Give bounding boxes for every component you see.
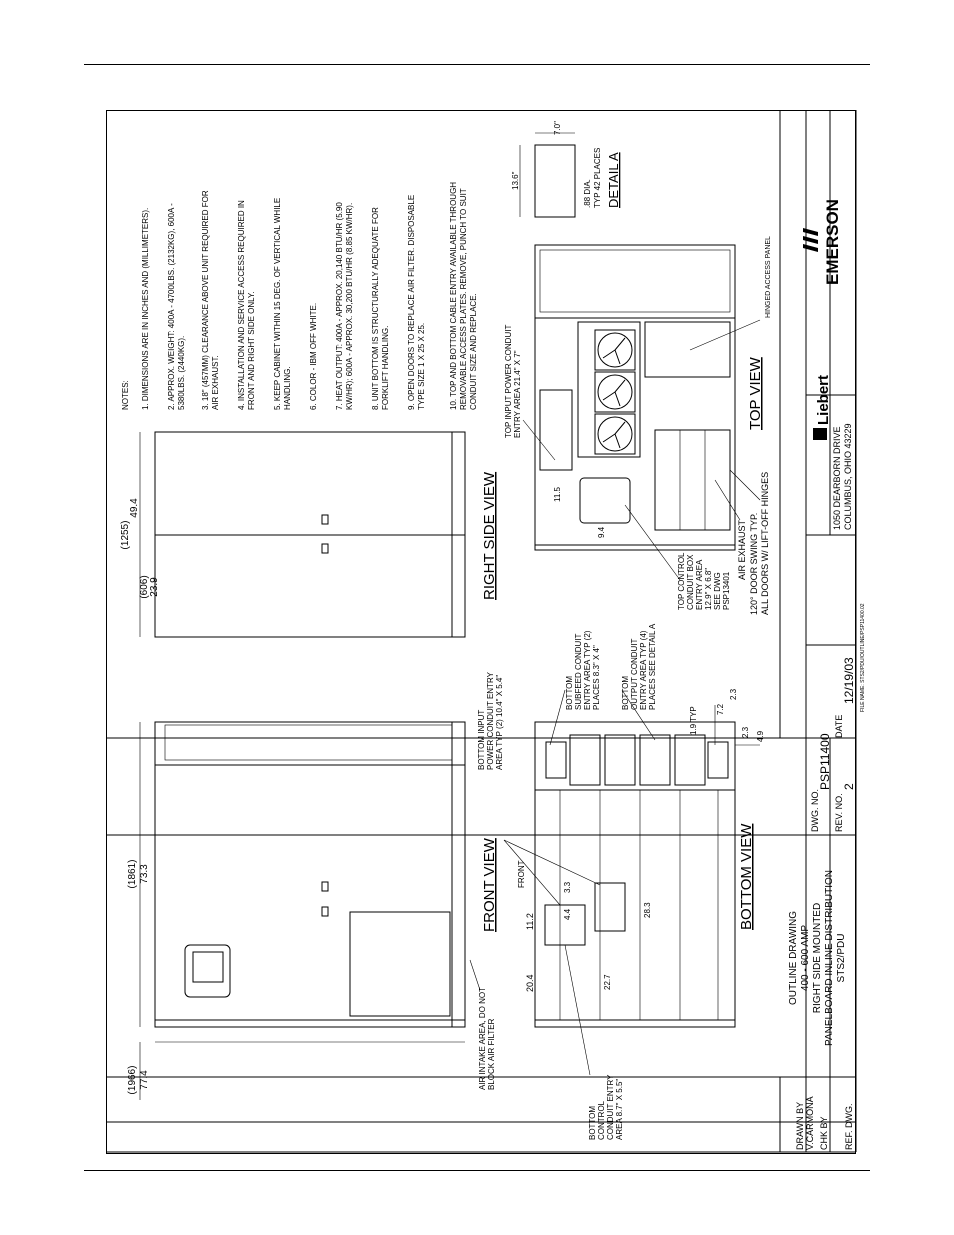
dim-112: 11.2	[525, 913, 535, 930]
hinged-panel-label: HINGED ACCESS PANEL	[765, 236, 772, 318]
bottom-ctrl-label-1: BOTTOM	[588, 1105, 597, 1140]
top-input-entry	[540, 390, 572, 470]
note-9: 9. OPEN DOORS TO REPLACE AIR FILTER. DISPOSABLE	[407, 194, 416, 410]
rev-no-label: REV. NO.	[834, 793, 844, 832]
door-latch-icon	[322, 515, 328, 524]
dim-door-mm: (606)	[139, 575, 150, 599]
air-exhaust-vent	[655, 430, 730, 530]
note-1: 1. DIMENSIONS ARE IN INCHES AND (MILLIMETERS).	[141, 207, 150, 410]
subfeed-label-3: ENTRY AREA TYP (2)	[583, 630, 592, 710]
top-view	[504, 236, 772, 615]
dim-33: 3.3	[563, 881, 572, 893]
note-10c: CONDUIT SIZE AND REPLACE.	[469, 293, 478, 410]
conduit-plate-holes	[535, 145, 575, 217]
output-label-4: PLACES SEE DETAIL A	[648, 623, 657, 710]
air-intake-label-2: BLOCK AIR FILTER	[487, 1018, 496, 1090]
note-7b: KW/HR); 600A - APPROX. 30,200 BTU/HR (8.85 KW/HR).	[345, 202, 354, 410]
bottom-ctrl-label-3: CONDUIT ENTRY	[606, 1074, 615, 1140]
drawn-by-value: V.CARMONA	[805, 1096, 815, 1150]
note-5b: HANDLING.	[283, 366, 292, 410]
door-swing-label-2: ALL DOORS W/ LIFT-OFF HINGES	[760, 471, 770, 615]
note-6: 6. COLOR - IBM OFF WHITE.	[309, 302, 318, 410]
output-label-1: BOTTOM	[621, 675, 630, 710]
bottom-ctrl-label-2: CONTROL	[597, 1100, 606, 1140]
note-8: 8. UNIT BOTTOM IS STRUCTURALLY ADEQUATE FOR	[371, 207, 380, 410]
door-latch-icon	[322, 544, 328, 553]
fan-icon	[595, 330, 635, 454]
front-view	[127, 722, 498, 1100]
dim-width-in: 73.3	[139, 864, 150, 884]
output-label-3: ENTRY AREA TYP (4)	[639, 630, 648, 710]
date-value: 12/19/03	[842, 657, 856, 704]
top-ctrl-label-6: PSP13401	[722, 571, 731, 610]
subfeed-label-4: PLACES 8.3" X 4"	[592, 645, 601, 710]
dim-19typ: 1.9 TYP	[689, 706, 698, 735]
ref-dwg-label: REF. DWG.	[844, 1103, 854, 1150]
subfeed-label-1: BOTTOM	[565, 675, 574, 710]
top-ctrl-label-4: 12.9" X 6.8"	[704, 567, 713, 610]
note-10b: REMOVABLE ACCESS PLATES. REMOVE, PUNCH TO SUIT	[459, 188, 468, 410]
title-line-2: 400 - 600 AMP	[800, 924, 811, 992]
top-ctrl-label-3: ENTRY AREA	[695, 559, 704, 610]
bottom-input-entry	[595, 883, 625, 931]
dim-204: 20.4	[525, 974, 535, 992]
title-line-3: RIGHT SIDE MOUNTED	[812, 902, 823, 1014]
chk-by-label: CHK BY	[819, 1116, 829, 1150]
top-input-label-2: ENTRY AREA 21.4" X 7"	[513, 350, 522, 438]
dim-width-mm: (1861)	[127, 859, 138, 889]
dim-72: 7.2	[716, 703, 725, 715]
bottom-view-title: BOTTOM VIEW	[738, 823, 755, 930]
detail-a	[511, 121, 621, 217]
top-ctrl-label-2: CONDUIT BOX	[686, 554, 695, 610]
dim-23a: 2.3	[729, 688, 738, 700]
bottom-view	[477, 623, 765, 1140]
note-7: 7. HEAT OUTPUT: 400A - APPROX. 20,140 BTU/HR (5.90	[335, 202, 344, 410]
top-ctrl-label-5: SEE DWG	[713, 572, 722, 610]
emerson-logo-text: EMERSON	[823, 199, 842, 285]
dim-44: 4.4	[563, 908, 572, 920]
right-side-view	[120, 432, 498, 637]
dim-136: 13.6"	[511, 171, 520, 190]
dim-49: 4.9	[756, 730, 765, 742]
rev-no-value: 2	[842, 783, 856, 790]
dim-height-mm: (1966)	[127, 1065, 138, 1095]
emerson-logo-icon	[803, 199, 842, 285]
title-line-4: PANELBOARD INLINE DISTRIBUTION	[824, 870, 835, 1046]
note-2b: 5380LBS. (2440KG).	[177, 335, 186, 410]
note-10: 10. TOP AND BOTTOM CABLE ENTRY AVAILABLE THROUGH	[449, 181, 458, 410]
note-2: 2. APPROX. WEIGHT: 400A - 4700LBS. (2132KG), 600A -	[167, 203, 176, 410]
subfeed-label-2: SUBFEED CONDUIT	[574, 633, 583, 710]
dwg-no-value: PSP11400	[818, 733, 832, 790]
bottom-input-label-1: BOTTOM INPUT	[477, 709, 486, 770]
dim-70: 7.0"	[553, 121, 562, 135]
detail-a-title: DETAIL A	[606, 152, 621, 208]
output-label-2: OUTPUT CONDUIT	[630, 638, 639, 710]
door-latch-icon	[322, 907, 328, 916]
dim-23b: 2.3	[741, 726, 750, 738]
dim-227: 22.7	[603, 974, 612, 990]
bottom-ctrl-label-4: AREA 8.7" X 5.5"	[615, 1078, 624, 1140]
door-swing-label-1: 120° DOOR SWING TYP.	[749, 512, 759, 615]
dwg-no-label: DWG. NO.	[810, 789, 820, 832]
holes-label-1: .88 DIA.	[583, 179, 592, 208]
front-view-title: FRONT VIEW	[481, 838, 498, 932]
display-screen	[193, 952, 223, 982]
dim-door-in: 23.9	[149, 577, 160, 597]
note-3b: AIR EXHAUST.	[211, 355, 220, 410]
air-filter-grille	[350, 912, 450, 1016]
notes-heading: NOTES:	[121, 380, 130, 410]
top-input-label-1: TOP INPUT POWER CONDUIT	[504, 324, 513, 438]
address-line-1: 1050 DEARBORN DRIVE	[832, 426, 842, 530]
bottom-input-label-2: POWER CONDUIT ENTRY	[486, 672, 495, 770]
file-name: FILE NAME: STS2/PDU/OUTLINE/PSP11400.02	[860, 603, 866, 712]
dim-283: 28.3	[643, 902, 652, 918]
date-label: DATE	[834, 714, 844, 738]
notes-block	[121, 182, 478, 410]
top-view-title: TOP VIEW	[747, 357, 764, 430]
title-line-5: STS2/PDU	[836, 933, 847, 983]
title-line-1: OUTLINE DRAWING	[788, 910, 799, 1006]
liebert-logo-icon	[813, 375, 832, 440]
top-ctrl-label-1: TOP CONTROL	[677, 552, 686, 610]
dim-94: 9.4	[597, 526, 606, 538]
holes-label-2: TYP 42 PLACES	[593, 147, 602, 208]
air-exhaust-label: AIR EXHAUST	[737, 519, 747, 580]
note-9b: TYPE SIZE 1 X 25 X 25.	[417, 322, 426, 410]
air-intake-label-1: AIR INTAKE AREA, DO NOT	[478, 987, 487, 1090]
right-side-view-title: RIGHT SIDE VIEW	[481, 471, 498, 600]
note-8b: FORKLIFT HANDLING.	[381, 325, 390, 410]
dim-115: 11.5	[553, 487, 562, 502]
bottom-input-label-3: AREA TYP (2) 10.4" X 5.4"	[495, 674, 504, 770]
drawn-by-label: DRAWN BY	[795, 1101, 805, 1150]
note-4: 4. INSTALLATION AND SERVICE ACCESS REQUIRED IN	[237, 200, 246, 410]
door-latch-icon	[322, 882, 328, 891]
note-3: 3. 18" (457MM) CLEARANCE ABOVE UNIT REQUIRED FOR	[201, 190, 210, 410]
dim-height-in: 77.4	[139, 1070, 150, 1090]
note-5: 5. KEEP CABINET WITHIN 15 DEG. OF VERTICAL WHILE	[273, 197, 282, 410]
top-control-box	[580, 478, 630, 523]
note-4b: FRONT AND RIGHT SIDE ONLY.	[247, 291, 256, 410]
address-line-2: COLUMBUS, OHIO 43229	[843, 423, 853, 530]
front-label: FRONT	[517, 860, 526, 888]
dim-depth-in: 49.4	[129, 498, 140, 518]
liebert-logo-text: Liebert	[815, 374, 832, 425]
dim-depth-mm: (1255)	[120, 520, 131, 550]
